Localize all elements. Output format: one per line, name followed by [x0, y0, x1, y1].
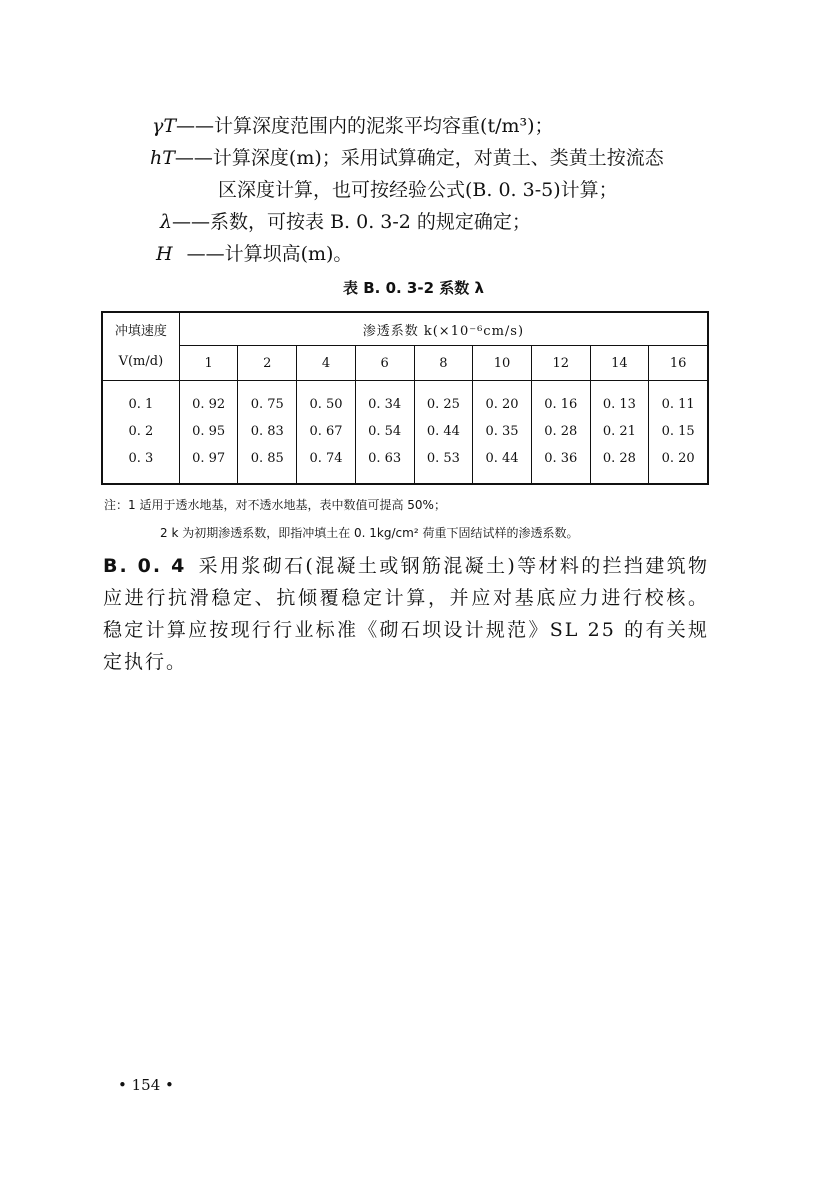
lambda-value: 0. 20	[661, 451, 695, 466]
lambda-value: 0. 85	[250, 451, 284, 466]
k-header-cell: 4	[297, 346, 356, 381]
definition-continuation	[218, 177, 618, 203]
section-number: B. 0. 4	[103, 555, 187, 577]
lambda-value: 0. 44	[485, 451, 519, 466]
k-header-cell: 10	[473, 346, 532, 381]
table-note-2: 2 k 为初期渗透系数，即指冲填土在 0. 1kg/cm² 荷重下固结试样的渗透系数。	[160, 526, 579, 540]
lambda-value: 0. 83	[250, 424, 284, 439]
section-text: 采用浆砌石(混凝土或钢筋混凝土)等材料的拦挡建筑物应进行抗滑稳定、抗倾覆稳定计算，并应对基底应力进行校核。稳定计算应按现行行业标准《砌石坝设计规范》SL 25 的有关规定执行。	[103, 555, 709, 673]
definition-text: 计算深度(m)；采用试算确定，对黄土、类黄土按流态	[212, 147, 664, 169]
v-value: 0. 1	[128, 397, 154, 412]
definition-dam-height	[156, 241, 352, 267]
definition-gamma	[152, 113, 554, 139]
lambda-value: 0. 25	[426, 397, 460, 412]
lambda-value: 0. 21	[602, 424, 636, 439]
lambda-value: 0. 53	[426, 451, 460, 466]
v-values-cell	[102, 381, 179, 485]
lambda-column	[473, 381, 532, 485]
lambda-column	[355, 381, 414, 485]
lambda-column	[238, 381, 297, 485]
k-header-cell: 6	[355, 346, 414, 381]
definition-text: 计算深度范围内的泥浆平均容重(t/m³)；	[214, 115, 554, 137]
lambda-value: 0. 75	[250, 397, 284, 412]
definition-text: 区深度计算，也可按经验公式(B. 0. 3-5)计算；	[218, 179, 618, 201]
definition-h	[150, 145, 664, 171]
k-header-cell: 2	[238, 346, 297, 381]
lambda-column	[649, 381, 708, 485]
lambda-value: 0. 44	[426, 424, 460, 439]
lambda-column	[179, 381, 238, 485]
v-value: 0. 2	[128, 424, 154, 439]
definition-symbol: γT	[152, 115, 177, 137]
row-header-line: 冲填速度	[114, 323, 167, 339]
section-paragraph	[103, 550, 709, 678]
lambda-column	[297, 381, 356, 485]
lambda-value: 0. 67	[309, 424, 343, 439]
lambda-value: 0. 95	[192, 424, 226, 439]
lambda-value: 0. 28	[544, 424, 578, 439]
definition-text: 计算坝高(m)。	[224, 243, 353, 265]
definition-dash: ——	[186, 243, 225, 265]
lambda-value: 0. 11	[661, 397, 695, 412]
page-number: • 154 •	[118, 1076, 174, 1094]
lambda-column	[414, 381, 473, 485]
definition-text: 系数，可按表 B. 0. 3-2 的规定确定；	[210, 211, 531, 233]
lambda-value: 0. 97	[192, 451, 226, 466]
k-header-cell: 12	[531, 346, 590, 381]
lambda-value: 0. 74	[309, 451, 343, 466]
row-header-cell	[102, 312, 179, 381]
definition-dash: ——	[172, 211, 211, 233]
lambda-value: 0. 50	[309, 397, 343, 412]
lambda-value: 0. 20	[485, 397, 519, 412]
lambda-value: 0. 13	[602, 397, 636, 412]
k-header-cell: 14	[590, 346, 649, 381]
lambda-value: 0. 15	[661, 424, 695, 439]
lambda-value: 0. 34	[368, 397, 402, 412]
column-group-header: 渗透系数 k(×10⁻⁶cm/s)	[179, 312, 708, 346]
definition-symbol: hT	[150, 147, 175, 169]
lambda-value: 0. 63	[368, 451, 402, 466]
definition-lambda	[160, 209, 531, 235]
definition-symbol: H	[156, 243, 173, 265]
table-caption: 表 B. 0. 3-2 系数 λ	[343, 279, 484, 297]
lambda-column	[531, 381, 590, 485]
k-header-cell: 1	[179, 346, 238, 381]
lambda-value: 0. 92	[192, 397, 226, 412]
v-value: 0. 3	[128, 451, 154, 466]
row-header-line: V(m/d)	[118, 353, 164, 369]
coefficient-table	[101, 311, 709, 485]
k-header-cell: 16	[649, 346, 708, 381]
lambda-value: 0. 35	[485, 424, 519, 439]
definition-symbol: λ	[160, 211, 173, 233]
lambda-column	[590, 381, 649, 485]
lambda-value: 0. 16	[544, 397, 578, 412]
definition-dash: ——	[176, 115, 215, 137]
table-note-1: 注：1 适用于透水地基，对不透水地基，表中数值可提高 50%；	[104, 498, 446, 512]
lambda-value: 0. 36	[544, 451, 578, 466]
lambda-value: 0. 28	[602, 451, 636, 466]
k-header-cell: 8	[414, 346, 473, 381]
lambda-value: 0. 54	[368, 424, 402, 439]
definition-dash: ——	[174, 147, 213, 169]
